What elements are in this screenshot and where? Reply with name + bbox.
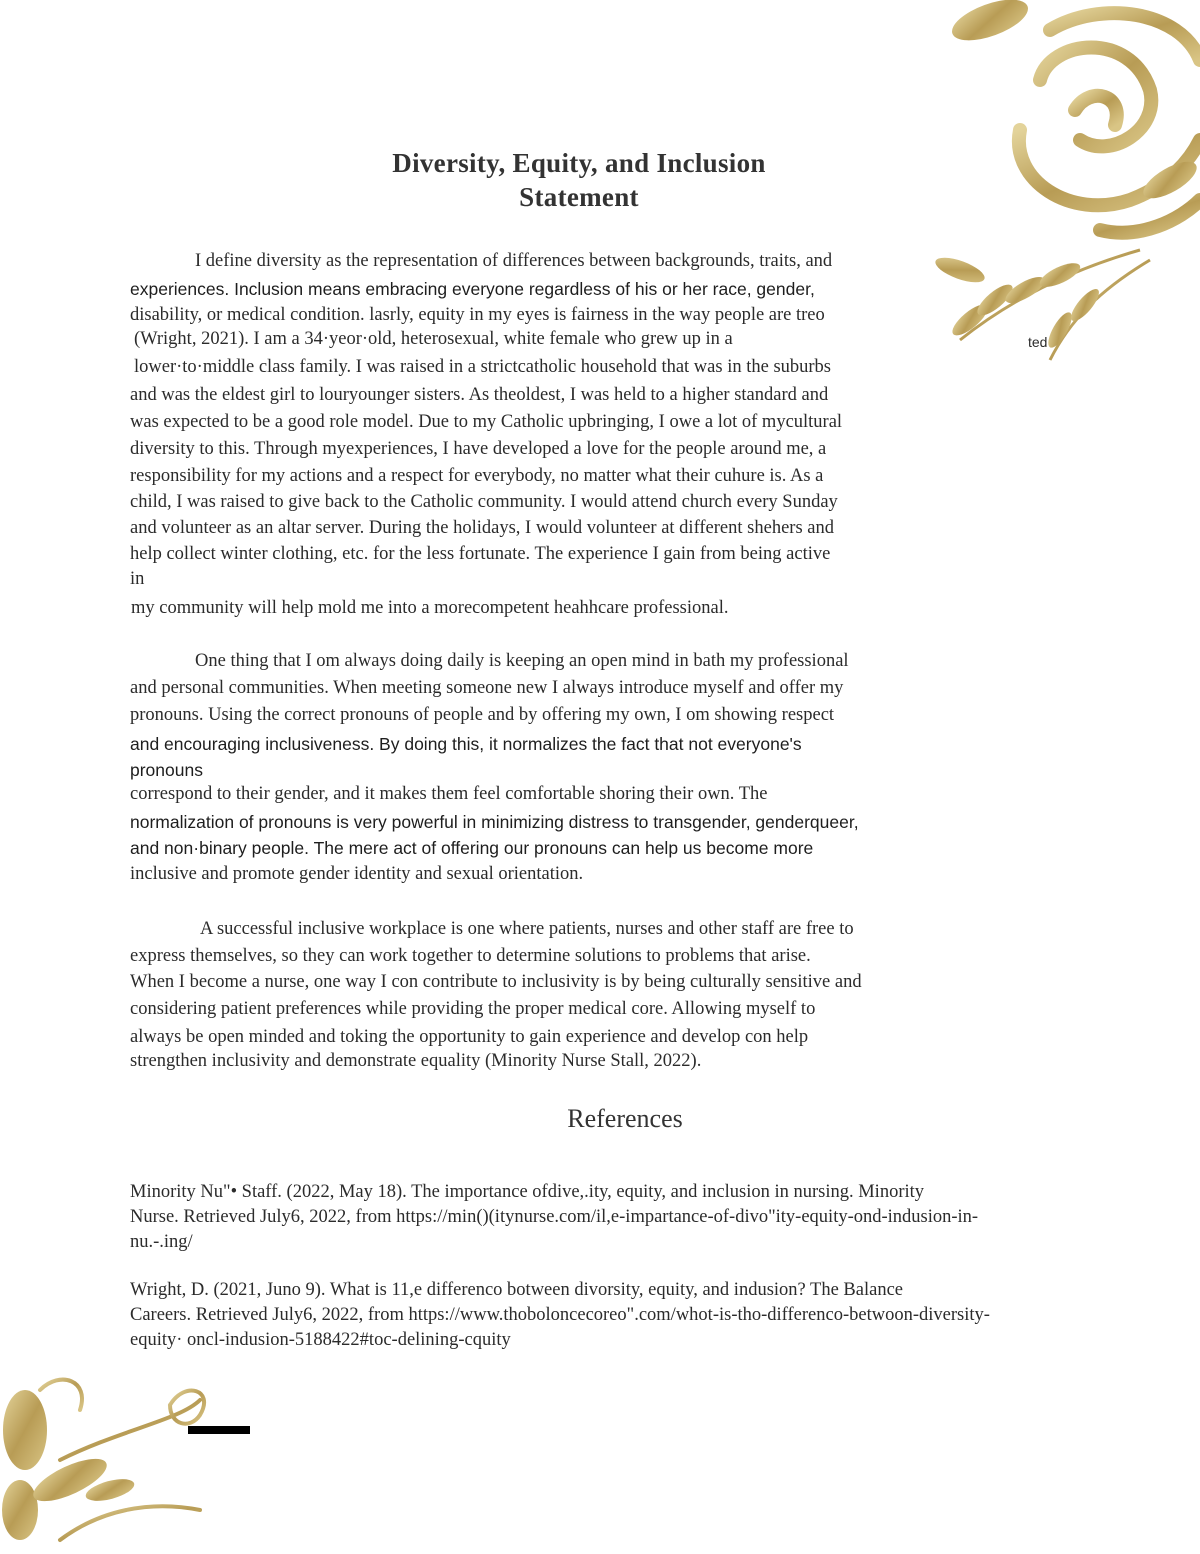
paragraph-2-line: and personal communities. When meeting someone new I always introduce myself and offer my xyxy=(130,678,844,698)
reference-1-line: Nurse. Retrieved July6, 2022, from https://min()(itynurse.com/il,e-impartance-of-divo"ity-equity-ond-indusion-in- xyxy=(130,1207,979,1227)
references-heading: References xyxy=(567,1104,683,1133)
paragraph-1-line: and was the eldest girl to louryounger sisters. As theoldest, I was held to a higher standard and xyxy=(130,385,829,405)
paragraph-1-line: experiences. Inclusion means embracing everyone regardless of his or her race, gender, xyxy=(130,279,815,299)
paragraph-1-line: (Wright, 2021). I am a 34·yeor·old, heterosexual, white female who grew up in a xyxy=(134,329,733,349)
paragraph-2-line: normalization of pronouns is very powerful in minimizing distress to transgender, genderqueer, xyxy=(130,812,859,832)
paragraph-1-line: lower·to·middle class family. I was raised in a strictcatholic household that was in the suburbs xyxy=(134,357,832,377)
paragraph-1-line: disability, or medical condition. lasrly, equity in my eyes is fairness in the way people are treo xyxy=(130,305,825,325)
reference-1-line: Minority Nu"• Staff. (2022, May 18). The importance ofdive,.ity, equity, and inclusion in nursing. Minority xyxy=(130,1182,925,1202)
paragraph-1-line: child, I was raised to give back to the Catholic community. I would attend church every Sunday xyxy=(130,492,838,512)
paragraph-1-line: I define diversity as the representation of differences between backgrounds, traits, and xyxy=(195,251,833,271)
paragraph-1-line: and volunteer as an altar server. During the holidays, I would volunteer at different shehers and xyxy=(130,518,834,538)
document-title: Diversity, Equity, and Inclusion xyxy=(392,148,766,178)
paragraph-1-line: help collect winter clothing, etc. for the less fortunate. The experience I gain from being active xyxy=(130,544,831,564)
reference-2-line: Careers. Retrieved July6, 2022, from https://www.thoboloncecoreo".com/whot-is-tho-differenco-betwoon-diversity- xyxy=(130,1305,990,1325)
paragraph-1-line: responsibility for my actions and a respect for everybody, no matter what their cuhure is. As a xyxy=(130,466,824,486)
paragraph-1-line: was expected to be a good role model. Due to my Catholic upbringing, I owe a lot of mycultural xyxy=(130,412,843,432)
paragraph-2-line: and non·binary people. The mere act of offering our pronouns can help us become more xyxy=(130,838,814,858)
reference-2-line: equity· oncl-indusion-5188422#toc-delining-cquity xyxy=(130,1330,511,1350)
paragraph-2-line: and encouraging inclusiveness. By doing this, it normalizes the fact that not everyone's xyxy=(130,734,802,754)
paragraph-1-line: my community will help mold me into a morecompetent heahhcare professional. xyxy=(131,598,729,618)
paragraph-2-line: pronouns. Using the correct pronouns of people and by offering my own, I om showing respect xyxy=(130,705,835,725)
black-bar xyxy=(188,1426,250,1434)
paragraph-1-line: diversity to this. Through myexperiences, I have developed a love for the people around me, a xyxy=(130,439,827,459)
paragraph-3-line: When I become a nurse, one way I con contribute to inclusivity is by being culturally sensitive and xyxy=(130,972,862,992)
paragraph-3-line: express themselves, so they can work together to determine solutions to problems that arise. xyxy=(130,946,811,966)
paragraph-3-line: considering patient preferences while providing the proper medical core. Allowing myself to xyxy=(130,999,816,1019)
paragraph-2-line: correspond to their gender, and it makes them feel comfortable shoring their own. The xyxy=(130,784,768,804)
paragraph-2-line: inclusive and promote gender identity and sexual orientation. xyxy=(130,864,584,884)
ted-fragment: ted xyxy=(1028,334,1048,350)
reference-1-line: nu.-.ing/ xyxy=(130,1232,193,1252)
reference-2-line: Wright, D. (2021, Juno 9). What is 11,e differenco botween divorsity, equity, and indusion? The Balance xyxy=(130,1280,903,1300)
paragraph-3-line: A successful inclusive workplace is one where patients, nurses and other staff are free to xyxy=(200,919,854,939)
gold-leaf-decoration xyxy=(0,1360,250,1554)
paragraph-1-line: in xyxy=(130,569,145,589)
paragraph-2-line: pronouns xyxy=(130,760,203,780)
paragraph-3-line: always be open minded and toking the opportunity to gain experience and develop con help xyxy=(130,1027,809,1047)
paragraph-3-line: strengthen inclusivity and demonstrate equality (Minority Nurse Stall, 2022). xyxy=(130,1051,702,1071)
document-title-line-2: Statement xyxy=(519,182,639,212)
paragraph-2-line: One thing that I om always doing daily is keeping an open mind in bath my professional xyxy=(195,651,849,671)
